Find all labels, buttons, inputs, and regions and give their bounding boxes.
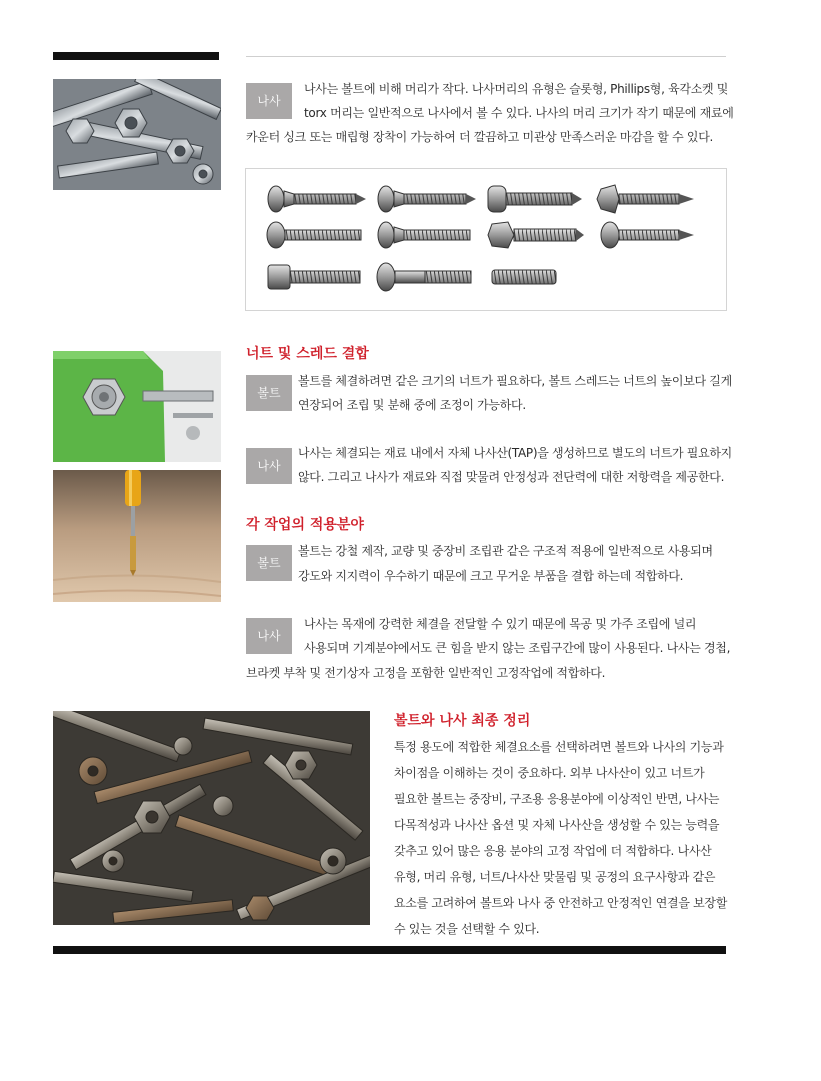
applications-bolt-line-2: 강도와 지지력이 우수하기 때문에 크고 무거운 부품을 결합 하는데 적합하다. [298, 569, 684, 583]
hex-washer-screw-icon [597, 185, 694, 213]
nut-thread-screw-line-2: 않다. 그리고 나사가 재료와 직접 맞물려 안정성과 전단력에 대한 저항력을 제공한다. [298, 470, 725, 484]
summary-line: 차이점을 이해하는 것이 중요하다. 외부 나사산이 있고 너트가 [394, 766, 705, 780]
nut-thread-screw-line-1: 나사는 체결되는 재료 내에서 자체 나사산(TAP)을 생성하므로 별도의 너트가 필요하지 [298, 446, 732, 460]
applications-screw-badge: 나사 [246, 618, 292, 654]
set-screw-icon [492, 270, 556, 284]
applications-bolt-line-1: 볼트는 강철 제작, 교량 및 중장비 조립관 같은 구조적 적용에 일반적으로 사용되며 [298, 544, 713, 558]
nut-thread-bolt-badge: 볼트 [246, 375, 292, 411]
applications-screw-line-1: 나사는 목재에 강력한 체결을 전달할 수 있기 때문에 목공 및 가주 조립에 널리 [304, 617, 697, 631]
summary-line: 필요한 볼트는 중장비, 구조용 응용분야에 이상적인 반면, 나사는 [394, 792, 720, 806]
nut-thread-screw-badge: 나사 [246, 448, 292, 484]
screwdriver-wood-photo [53, 470, 221, 602]
summary-line: 다목적성과 나사산 옵션 및 자체 나사산을 생성할 수 있는 능력을 [394, 818, 720, 832]
flat-phillips-screw-icon [268, 186, 366, 212]
hex-head-screw-icon [488, 222, 584, 248]
summary-line: 갖추고 있어 많은 응용 분야의 고정 작업에 더 적합하다. 나사산 [394, 844, 712, 858]
intro-line-3: 카운터 싱크 또는 매립형 장착이 가능하여 더 깔끔하고 미관상 만족스러운 마감을 할 수 있다. [246, 130, 714, 144]
intro-screw-badge: 나사 [246, 83, 292, 119]
bolts-photo [53, 79, 221, 190]
flat-slotted-screw-icon [378, 186, 476, 212]
nut-thread-bolt-line-2: 연장되어 조립 및 분해 중에 조정이 가능하다. [298, 398, 526, 412]
applications-heading: 각 작업의 적용분야 [246, 517, 364, 533]
top-black-bar [53, 52, 219, 60]
summary-line: 요소를 고려하여 볼트와 나사 중 안전하고 안정적인 연결을 보장할 [394, 896, 728, 910]
pan-drill-screw-icon [601, 222, 694, 248]
intro-line-2: torx 머리는 일반적으로 나사에서 볼 수 있다. 나사의 머리 크기가 작기 때문에 재료에 [304, 106, 734, 120]
flat-phillips-machine-screw-icon [378, 222, 470, 248]
applications-screw-line-2: 사용되며 기계분야에서도 큰 힘을 받지 않는 조립구간에 많이 사용된다. 나사는 경첩, [304, 641, 731, 655]
intro-line-1: 나사는 볼트에 비해 머리가 작다. 나사머리의 유형은 슬롯형, Phillips형, 육각소켓 및 [304, 82, 729, 96]
top-divider [246, 56, 726, 57]
screw-types-illustration [245, 168, 727, 311]
bolt-nut-photo [53, 351, 221, 462]
applications-bolt-badge: 볼트 [246, 545, 292, 581]
summary-line: 수 있는 것을 선택할 수 있다. [394, 922, 540, 936]
bottom-black-bar [53, 946, 726, 954]
fasteners-pile-photo [53, 711, 370, 925]
applications-screw-line-3: 브라켓 부착 및 전기상자 고정을 포함한 일반적인 고정작업에 적합하다. [246, 666, 606, 680]
summary-line: 특정 용도에 적합한 체결요소를 선택하려면 볼트와 나사의 기능과 [394, 740, 724, 754]
summary-heading: 볼트와 나사 최종 정리 [394, 713, 531, 729]
nut-thread-heading: 너트 및 스레드 결합 [246, 346, 369, 362]
socket-cap-screw-icon [268, 265, 360, 289]
flat-socket-screw-icon [377, 263, 471, 291]
nut-thread-bolt-line-1: 볼트를 체결하려면 같은 크기의 너트가 필요하다, 볼트 스레드는 너트의 높이보다 길게 [298, 374, 732, 388]
summary-line: 유형, 머리 유형, 너트/나사산 맞물림 및 공정의 요구사항과 같은 [394, 870, 716, 884]
summary-paragraph [394, 734, 728, 942]
oval-slotted-screw-icon [267, 222, 361, 248]
pan-phillips-screw-icon [488, 186, 582, 212]
